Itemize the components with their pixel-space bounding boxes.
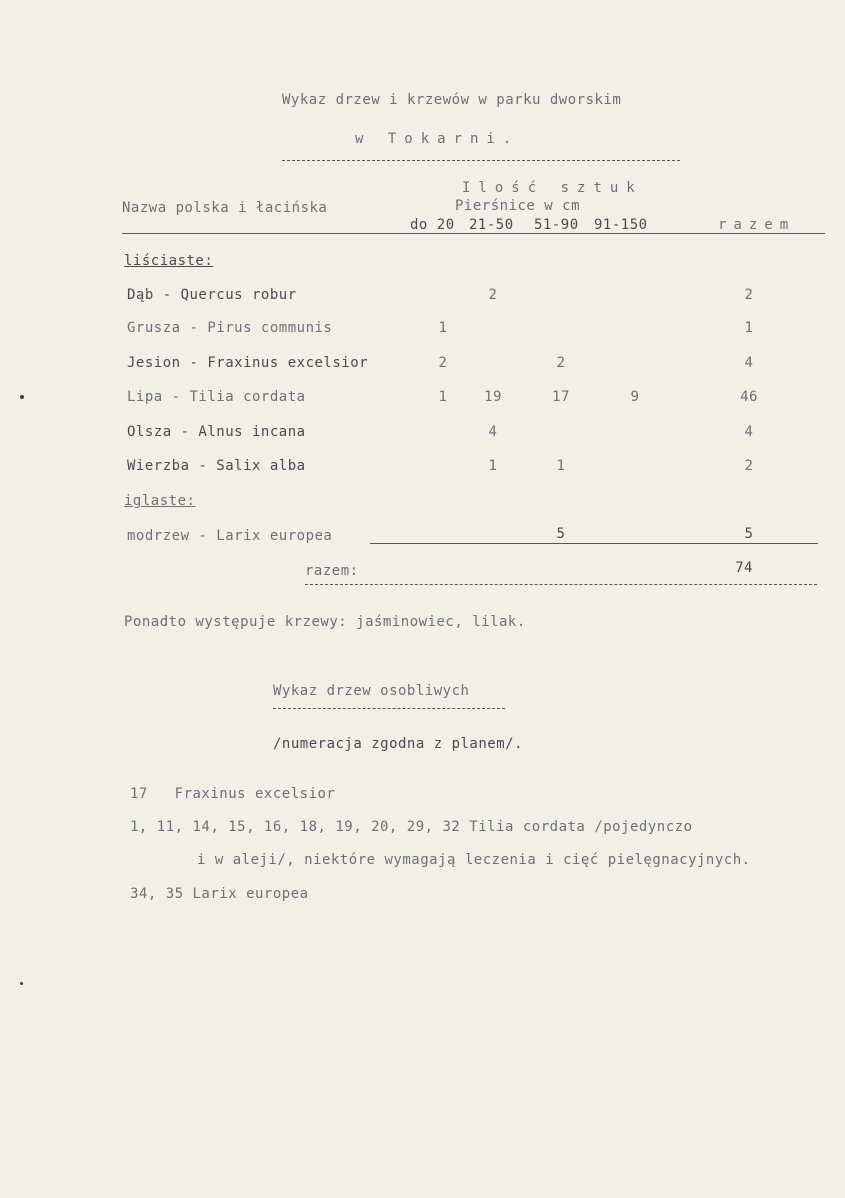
row-cell-51-90: 1 <box>556 458 566 474</box>
row-name: modrzew - Larix europea <box>127 528 333 544</box>
row-cell-91-150: 9 <box>630 389 640 405</box>
row-name: Lipa - Tilia cordata <box>127 389 306 405</box>
section-deciduous: liściaste: <box>124 253 214 269</box>
row-cell-21-50: 1 <box>488 458 498 474</box>
special-line-3: i w aleji/, niektóre wymagają leczenia i cięć pielęgnacyjnych. <box>197 852 751 868</box>
document-subtitle: w Tokarni. <box>355 131 520 147</box>
row-cell-21-50: 4 <box>488 424 498 440</box>
row-cell-51-90: 5 <box>556 526 566 542</box>
col-header-do20: do 20 <box>410 217 455 233</box>
sum-rule <box>305 584 817 585</box>
diameter-header: Pierśnice w cm <box>455 198 581 214</box>
row-cell-total: 5 <box>744 526 754 542</box>
col-header-91-150: 91-150 <box>594 217 648 233</box>
sum-value: 74 <box>735 560 753 576</box>
row-cell-do20: 1 <box>438 320 448 336</box>
special-title-underline <box>273 708 505 709</box>
sum-label: razem: <box>305 563 359 579</box>
row-cell-51-90: 2 <box>556 355 566 371</box>
title-underline <box>282 160 680 161</box>
row-name: Dąb - Quercus robur <box>127 287 297 303</box>
row-cell-51-90: 17 <box>552 389 570 405</box>
special-title: Wykaz drzew osobliwych <box>273 683 470 699</box>
shrubs-note: Ponadto występuje krzewy: jaśminowiec, lilak. <box>124 614 526 630</box>
row-cell-21-50: 2 <box>488 287 498 303</box>
row-name: Jesion - Fraxinus excelsior <box>127 355 369 371</box>
row-cell-do20: 2 <box>438 355 448 371</box>
count-header: Ilość sztuk <box>462 180 643 196</box>
special-line-4: 34, 35 Larix europea <box>130 886 309 902</box>
row-name: Wierzba - Salix alba <box>127 458 306 474</box>
row-cell-total: 2 <box>744 458 754 474</box>
row-cell-total: 46 <box>740 389 758 405</box>
row-cell-total: 4 <box>744 355 754 371</box>
special-subtitle: /numeracja zgodna z planem/. <box>273 736 524 752</box>
row-cell-total: 4 <box>744 424 754 440</box>
col-header-51-90: 51-90 <box>534 217 579 233</box>
row-cell-total: 2 <box>744 287 754 303</box>
row-cell-21-50: 19 <box>484 389 502 405</box>
header-rule <box>122 233 825 234</box>
special-line-2: 1, 11, 14, 15, 16, 18, 19, 20, 29, 32 Tilia cordata /pojedynczo <box>130 819 693 835</box>
punch-mark-bottom <box>20 982 23 985</box>
row-cell-total: 1 <box>744 320 754 336</box>
row-name: Grusza - Pirus communis <box>127 320 333 336</box>
row-name: Olsza - Alnus incana <box>127 424 306 440</box>
row-cell-do20: 1 <box>438 389 448 405</box>
col-header-total: razem <box>718 217 796 233</box>
punch-mark-top <box>20 395 24 399</box>
col-header-21-50: 21-50 <box>469 217 514 233</box>
name-header: Nazwa polska i łacińska <box>122 200 328 216</box>
conifer-row-rule <box>370 543 818 544</box>
document-title: Wykaz drzew i krzewów w parku dworskim <box>282 92 622 108</box>
section-coniferous: iglaste: <box>124 493 196 509</box>
special-line-1: 17 Fraxinus excelsior <box>130 786 336 802</box>
